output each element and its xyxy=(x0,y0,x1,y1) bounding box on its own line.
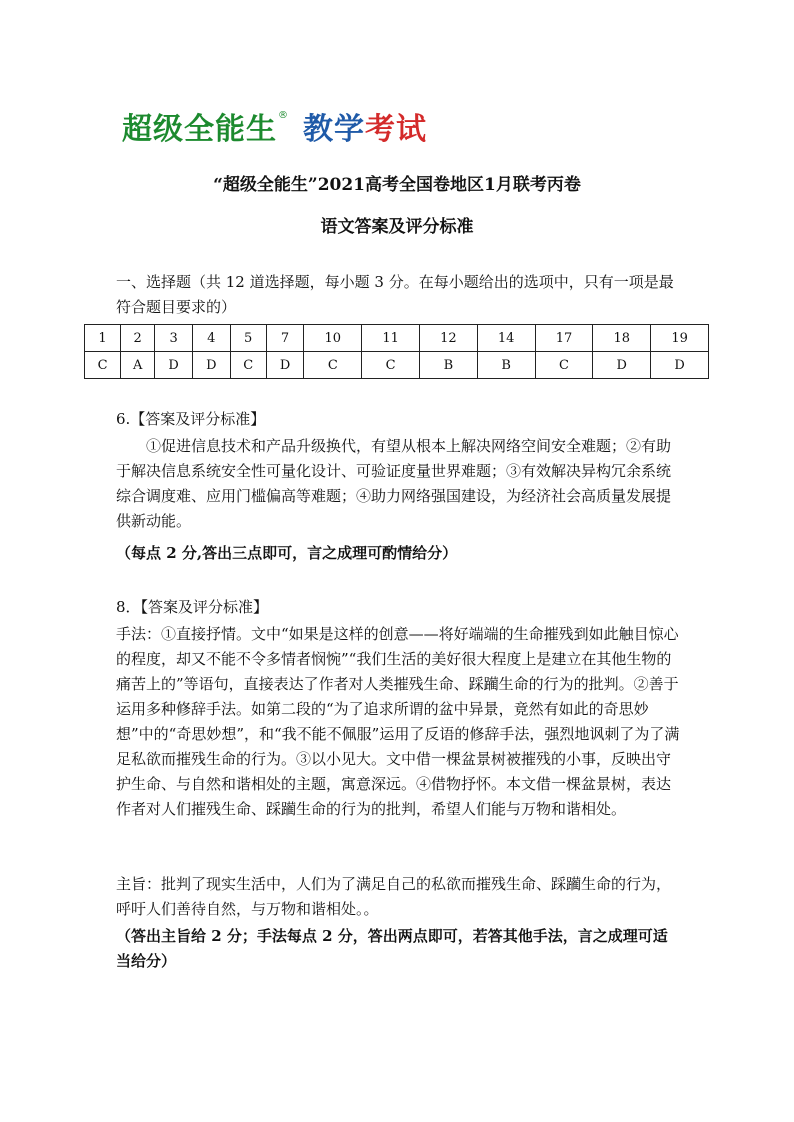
answer-cell: D xyxy=(155,352,193,379)
section1-heading: 一、选择题（共 12 道选择题，每小题 3 分。在每小题给出的选项中，只有一项是最符合题目要求的） xyxy=(116,273,674,316)
answer-cell: B xyxy=(419,352,477,379)
q8-heading: 8．【答案及评分标准】 xyxy=(116,598,269,616)
q6-scoring: （每点 2 分,答出三点即可，言之成理可酌情给分） xyxy=(116,544,458,562)
question-number-cell: 2 xyxy=(121,325,155,352)
q8-techniques: 手法：①直接抒情。文中“如果是这样的创意——将好端端的生命摧残到如此触目惊心的程度，却又不能不令多情者悯惋”“我们生活的美好很大程度上是建立在其他生物的痛苦上的”等语句，直接表达了作者对人类摧残生命、踩躏生命的行为的批判。②善于运用多种修辞手法。如第二段的“为了追求所谓的盆中异景，竟然有如此的奇思妙想”中的“奇思妙想”，和“我不能不佩服”运用了反语的修辞手法，强烈地讽刺了为了满足私欲而摧残生命的行为。③以小见大。文中借一棵盆景树被摧残的小事，反映出守护生命、与自然和谐相处的主题，寓意深远。④借物抒怀。本文借一棵盆景树，表达作者对人们摧残生命、踩躏生命的行为的批判，希望人们能与万物和谐相处。 xyxy=(116,625,680,818)
question-number-cell: 5 xyxy=(230,325,266,352)
logo-brand: 超级全能生 xyxy=(122,112,277,147)
logo-tagline-part2: 考试 xyxy=(365,112,427,147)
answer-cell: D xyxy=(593,352,651,379)
question-number-cell: 3 xyxy=(155,325,193,352)
answer-cell: A xyxy=(121,352,155,379)
question-number-cell: 12 xyxy=(419,325,477,352)
answer-cell: C xyxy=(304,352,362,379)
logo xyxy=(122,108,427,148)
q8-scoring: （答出主旨给 2 分；手法每点 2 分，答出两点即可，若答其他手法，言之成理可适当给分） xyxy=(116,927,668,970)
question-number-cell: 11 xyxy=(362,325,420,352)
q6-answer: ①促进信息技术和产品升级换代，有望从根本上解决网络空间安全难题；②有助于解决信息系统安全性可量化设计、可验证度量世界难题；③有效解决异构冗余系统综合调度难、应用门槛偏高等难题；④助力网络强国建设，为经济社会高质量发展提供新动能。 xyxy=(116,437,672,530)
answer-cell: B xyxy=(477,352,535,379)
question-number-cell: 19 xyxy=(651,325,709,352)
answer-cell: C xyxy=(85,352,121,379)
answer-table xyxy=(84,324,709,379)
question-number-cell: 4 xyxy=(192,325,230,352)
answer-row xyxy=(85,352,709,379)
exam-subtitle: 语文答案及评分标准 xyxy=(320,217,474,237)
answer-cell: C xyxy=(362,352,420,379)
question-number-cell: 14 xyxy=(477,325,535,352)
question-number-row xyxy=(85,325,709,352)
exam-title: “超级全能生”2021高考全国卷地区1月联考丙卷 xyxy=(213,175,581,195)
question-number-cell: 7 xyxy=(266,325,304,352)
logo-tagline-part1: 教学 xyxy=(303,112,365,147)
registered-mark: ® xyxy=(278,110,289,121)
question-number-cell: 18 xyxy=(593,325,651,352)
answer-cell: D xyxy=(192,352,230,379)
answer-cell: D xyxy=(651,352,709,379)
answer-cell: C xyxy=(535,352,593,379)
answer-cell: D xyxy=(266,352,304,379)
question-number-cell: 10 xyxy=(304,325,362,352)
answer-cell: C xyxy=(230,352,266,379)
question-number-cell: 17 xyxy=(535,325,593,352)
q6-heading: 6.【答案及评分标准】 xyxy=(116,410,266,428)
q8-theme: 主旨：批判了现实生活中，人们为了满足自己的私欲而摧残生命、踩躏生命的行为，呼吁人们善待自然，与万物和谐相处。。 xyxy=(116,875,672,918)
question-number-cell: 1 xyxy=(85,325,121,352)
